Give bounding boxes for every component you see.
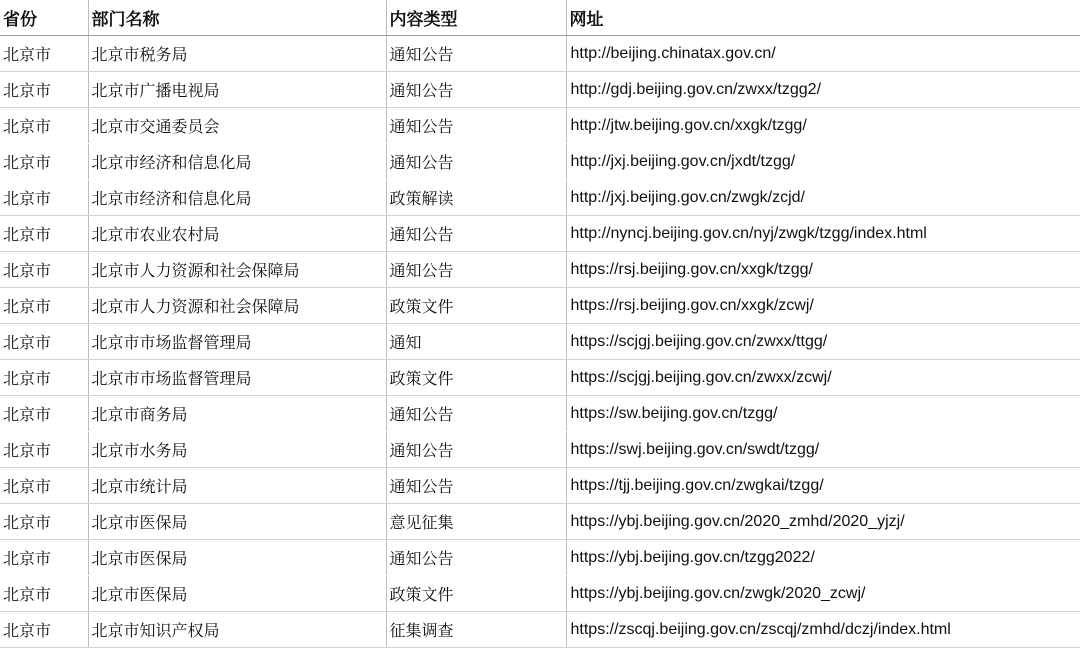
table-row: [0, 468, 1080, 504]
cell-department: 北京市农业农村局: [88, 216, 386, 252]
cell-url[interactable]: http://jxj.beijing.gov.cn/jxdt/tzgg/: [566, 144, 1080, 180]
table-row: [0, 324, 1080, 360]
cell-url[interactable]: https://zscqj.beijing.gov.cn/zscqj/zmhd/dczj/index.html: [566, 612, 1080, 648]
cell-department: 北京市市场监督管理局: [88, 324, 386, 360]
header-url: 网址: [566, 0, 1080, 36]
cell-department: 北京市税务局: [88, 36, 386, 72]
cell-url[interactable]: http://jtw.beijing.gov.cn/xxgk/tzgg/: [566, 108, 1080, 144]
cell-content-type: 通知公告: [386, 252, 566, 288]
cell-province: 北京市: [0, 288, 88, 324]
cell-url[interactable]: https://scjgj.beijing.gov.cn/zwxx/ttgg/: [566, 324, 1080, 360]
table-row: [0, 504, 1080, 540]
cell-department: 北京市知识产权局: [88, 612, 386, 648]
cell-department: 北京市经济和信息化局: [88, 144, 386, 180]
table-row: [0, 72, 1080, 108]
cell-content-type: 政策解读: [386, 180, 566, 216]
table-row: [0, 36, 1080, 72]
cell-content-type: 通知公告: [386, 216, 566, 252]
cell-department: 北京市广播电视局: [88, 72, 386, 108]
cell-content-type: 政策文件: [386, 288, 566, 324]
cell-url[interactable]: http://gdj.beijing.gov.cn/zwxx/tzgg2/: [566, 72, 1080, 108]
cell-content-type: 政策文件: [386, 360, 566, 396]
cell-department: 北京市医保局: [88, 576, 386, 612]
cell-url[interactable]: https://ybj.beijing.gov.cn/2020_zmhd/2020_yjzj/: [566, 504, 1080, 540]
cell-content-type: 征集调查: [386, 612, 566, 648]
cell-department: 北京市商务局: [88, 396, 386, 432]
cell-url[interactable]: https://ybj.beijing.gov.cn/tzgg2022/: [566, 540, 1080, 576]
cell-province: 北京市: [0, 36, 88, 72]
header-department: 部门名称: [88, 0, 386, 36]
cell-province: 北京市: [0, 504, 88, 540]
cell-url[interactable]: http://beijing.chinatax.gov.cn/: [566, 36, 1080, 72]
cell-content-type: 通知公告: [386, 468, 566, 504]
cell-province: 北京市: [0, 396, 88, 432]
cell-content-type: 意见征集: [386, 504, 566, 540]
cell-province: 北京市: [0, 108, 88, 144]
cell-province: 北京市: [0, 432, 88, 468]
cell-content-type: 政策文件: [386, 576, 566, 612]
cell-department: 北京市经济和信息化局: [88, 180, 386, 216]
cell-department: 北京市人力资源和社会保障局: [88, 288, 386, 324]
cell-province: 北京市: [0, 72, 88, 108]
cell-url[interactable]: http://nyncj.beijing.gov.cn/nyj/zwgk/tzgg/index.html: [566, 216, 1080, 252]
table-row: [0, 540, 1080, 576]
cell-url[interactable]: https://rsj.beijing.gov.cn/xxgk/zcwj/: [566, 288, 1080, 324]
cell-province: 北京市: [0, 180, 88, 216]
header-content-type: 内容类型: [386, 0, 566, 36]
cell-department: 北京市人力资源和社会保障局: [88, 252, 386, 288]
cell-department: 北京市市场监督管理局: [88, 360, 386, 396]
table-row: [0, 180, 1080, 216]
cell-province: 北京市: [0, 144, 88, 180]
cell-url[interactable]: https://swj.beijing.gov.cn/swdt/tzgg/: [566, 432, 1080, 468]
table-row: [0, 360, 1080, 396]
cell-url[interactable]: https://tjj.beijing.gov.cn/zwgkai/tzgg/: [566, 468, 1080, 504]
table-row: [0, 288, 1080, 324]
cell-province: 北京市: [0, 540, 88, 576]
cell-content-type: 通知公告: [386, 144, 566, 180]
table-row: [0, 252, 1080, 288]
table-row: [0, 432, 1080, 468]
cell-url[interactable]: https://ybj.beijing.gov.cn/zwgk/2020_zcwj/: [566, 576, 1080, 612]
table-row: [0, 216, 1080, 252]
table-row: [0, 396, 1080, 432]
cell-content-type: 通知: [386, 324, 566, 360]
cell-province: 北京市: [0, 360, 88, 396]
table-row: [0, 144, 1080, 180]
cell-province: 北京市: [0, 468, 88, 504]
cell-province: 北京市: [0, 324, 88, 360]
cell-content-type: 通知公告: [386, 72, 566, 108]
cell-url[interactable]: https://sw.beijing.gov.cn/tzgg/: [566, 396, 1080, 432]
cell-content-type: 通知公告: [386, 396, 566, 432]
header-row: [0, 0, 1080, 36]
table-row: [0, 612, 1080, 648]
cell-department: 北京市医保局: [88, 540, 386, 576]
cell-content-type: 通知公告: [386, 540, 566, 576]
cell-url[interactable]: http://jxj.beijing.gov.cn/zwgk/zcjd/: [566, 180, 1080, 216]
cell-department: 北京市统计局: [88, 468, 386, 504]
cell-province: 北京市: [0, 252, 88, 288]
cell-content-type: 通知公告: [386, 432, 566, 468]
cell-province: 北京市: [0, 576, 88, 612]
table-row: [0, 108, 1080, 144]
cell-province: 北京市: [0, 612, 88, 648]
cell-url[interactable]: https://rsj.beijing.gov.cn/xxgk/tzgg/: [566, 252, 1080, 288]
cell-province: 北京市: [0, 216, 88, 252]
header-province: 省份: [0, 0, 88, 36]
cell-department: 北京市水务局: [88, 432, 386, 468]
cell-department: 北京市医保局: [88, 504, 386, 540]
cell-department: 北京市交通委员会: [88, 108, 386, 144]
table-row: [0, 576, 1080, 612]
cell-url[interactable]: https://scjgj.beijing.gov.cn/zwxx/zcwj/: [566, 360, 1080, 396]
cell-content-type: 通知公告: [386, 36, 566, 72]
cell-content-type: 通知公告: [386, 108, 566, 144]
